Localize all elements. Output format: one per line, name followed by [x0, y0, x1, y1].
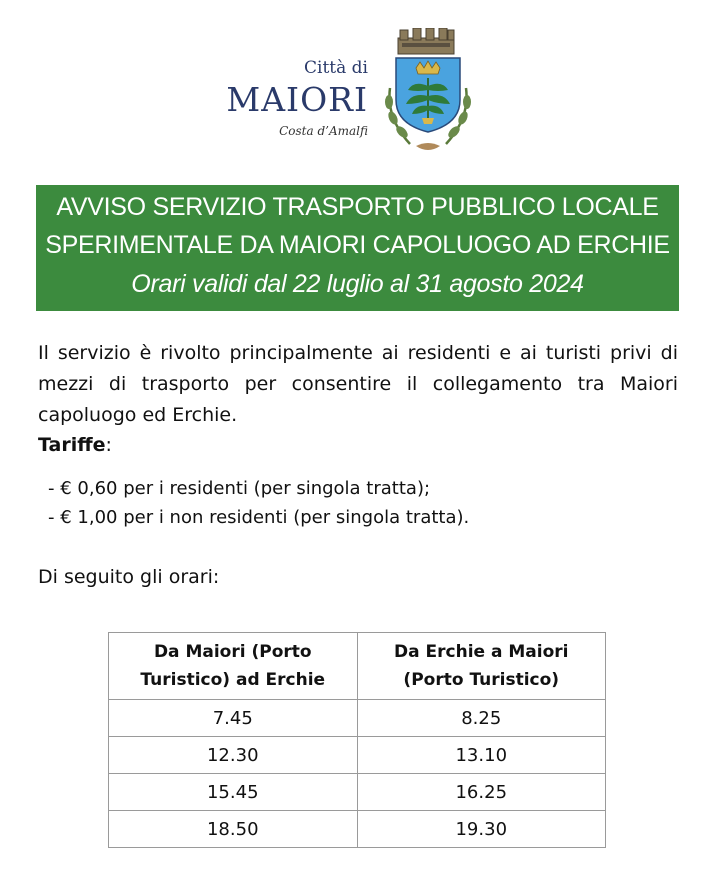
departure-maiori: 12.30 — [109, 737, 358, 774]
departure-maiori: 7.45 — [109, 700, 358, 737]
header-logo — [0, 28, 712, 158]
header-maiori-to-erchie — [109, 633, 358, 700]
table-row — [109, 700, 606, 737]
schedule-header-row — [109, 633, 606, 700]
header-erchie-to-maiori — [357, 633, 606, 700]
logo-costa: Costa d’Amalfi — [279, 124, 368, 138]
departure-erchie: 13.10 — [357, 737, 606, 774]
notice-banner — [36, 185, 679, 311]
header-maiori-line-1: Da Maiori (Porto — [153, 642, 312, 662]
schedule-table — [108, 632, 606, 848]
tariffe-heading — [38, 434, 112, 456]
table-row — [109, 811, 606, 848]
header-erchie-line-1: Da Erchie a Maiori — [394, 642, 569, 662]
departure-maiori: 18.50 — [109, 811, 358, 848]
tariffe-label: Tariffe — [38, 434, 106, 456]
header-maiori-line-2: Turistico) ad Erchie — [140, 670, 326, 690]
banner-title-line-2: SPERIMENTALE DA MAIORI CAPOLUOGO AD ERCHIE — [45, 231, 670, 259]
departure-erchie: 16.25 — [357, 774, 606, 811]
departure-erchie: 8.25 — [357, 700, 606, 737]
departure-erchie: 19.30 — [357, 811, 606, 848]
header-erchie-line-2: (Porto Turistico) — [403, 670, 560, 690]
tariffe-colon: : — [105, 434, 112, 456]
banner-title-line-1: AVVISO SERVIZIO TRASPORTO PUBBLICO LOCALE — [56, 193, 659, 221]
tariffa-residenti: - € 0,60 per i residenti (per singola tratta); — [48, 478, 431, 499]
logo-name: MAIORI — [226, 80, 368, 119]
coat-of-arms-icon — [380, 28, 476, 156]
logo-citta: Città di — [304, 58, 368, 78]
tariffa-non-residenti: - € 1,00 per i non residenti (per singola tratta). — [48, 507, 470, 528]
departure-maiori: 15.45 — [109, 774, 358, 811]
table-row — [109, 737, 606, 774]
intro-paragraph: Il servizio è rivolto principalmente ai residenti e ai turisti privi di mezzi di trasporto per consentire il collegamento tra Maiori capoluogo ed Erchie. — [38, 342, 678, 426]
tariffe-list — [48, 474, 469, 532]
banner-validity-dates: Orari validi dal 22 luglio al 31 agosto 2024 — [131, 270, 584, 298]
table-row — [109, 774, 606, 811]
schedule-intro: Di seguito gli orari: — [38, 566, 220, 588]
